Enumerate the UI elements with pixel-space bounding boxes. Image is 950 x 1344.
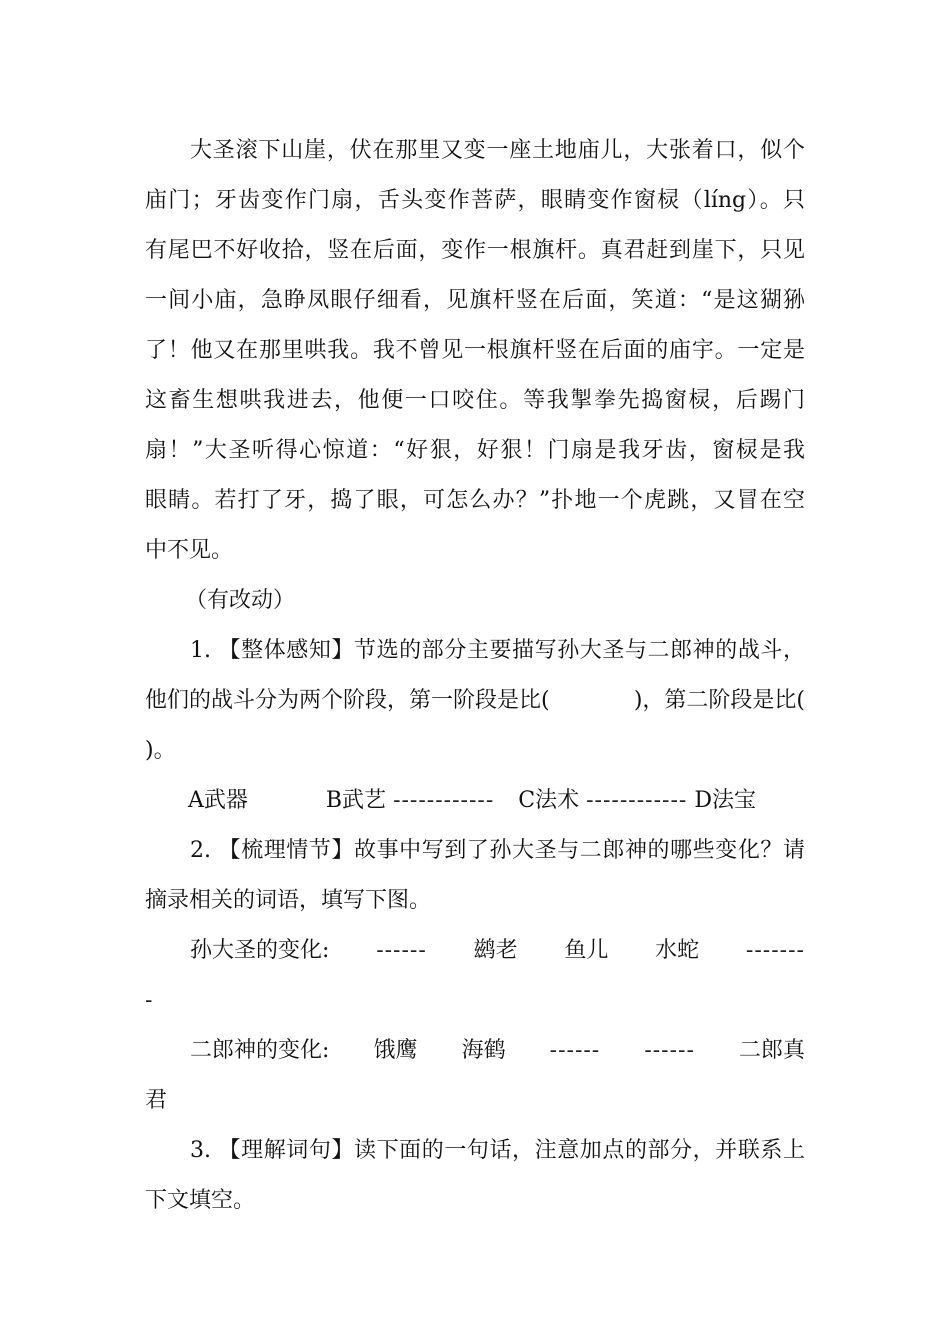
passage-line-5: 了！他又在那里哄我。我不曾见一根旗杆竖在后面的庙宇。一定是	[145, 338, 805, 363]
passage-line-9: 中不见。	[145, 538, 234, 563]
erlang-item-2: 海鹤	[461, 1038, 506, 1063]
passage-line-6: 这畜生想哄我进去，他便一口咬住。等我掣拳先捣窗棂，后踢门	[145, 388, 805, 413]
sun-blank-tail: -	[145, 988, 154, 1013]
erlang-item-1: 饿鹰	[373, 1038, 418, 1063]
passage-line-2: 庙门；牙齿变作门扇，舌头变作菩萨，眼睛变作窗棂（líng）。只	[145, 188, 805, 213]
passage-line-7: 扇！”大圣听得心惊道：“好狠，好狠！门扇是我牙齿，窗棂是我	[145, 438, 805, 463]
sun-label: 孙大圣的变化:	[190, 938, 330, 963]
passage-line-1: 大圣滚下山崖，伏在那里又变一座土地庙儿，大张着口，似个	[190, 138, 805, 163]
option-dash-2: ------------	[586, 788, 688, 813]
option-d: D法宝	[694, 788, 756, 813]
q1-options	[188, 786, 788, 816]
q1-line-3: )。	[145, 738, 176, 763]
option-b: B武艺	[325, 788, 387, 813]
q2-line-1: 2. 【梳理情节】故事中写到了孙大圣与二郎神的哪些变化？请	[190, 838, 805, 863]
q1-line-2	[145, 686, 805, 716]
passage-line-8: 眼睛。若打了牙，捣了眼，可怎么办？”扑地一个虎跳，又冒在空	[145, 488, 805, 513]
sun-blank-1: ------	[376, 938, 427, 963]
passage-line-4: 一间小庙，急睁凤眼仔细看，见旗杆竖在后面，笑道：“是这猢狲	[145, 288, 805, 313]
passage-note: （有改动）	[185, 588, 296, 613]
sun-item-3: 水蛇	[655, 938, 700, 963]
q3-line-1: 3. 【理解词句】读下面的一句话，注意加点的部分，并联系上	[190, 1138, 805, 1163]
erlang-label: 二郎神的变化:	[190, 1038, 330, 1063]
erlang-item-last: 二郎真	[738, 1038, 805, 1063]
q1-stem-b: )，第二阶段是比(	[633, 688, 805, 713]
option-dash-1: ------------	[393, 788, 495, 813]
q1-line-1: 1. 【整体感知】节选的部分主要描写孙大圣与二郎神的战斗，	[190, 638, 805, 663]
q2-erlang-row	[190, 1036, 805, 1066]
sun-blank-2: -------	[745, 938, 805, 963]
q2-sun-row	[190, 936, 805, 966]
erlang-blank-1: ------	[549, 1038, 601, 1063]
passage-line-3: 有尾巴不好收拾，竖在后面，变作一根旗杆。真君赶到崖下，只见	[145, 238, 805, 263]
erlang-item-last-cont: 君	[145, 1088, 168, 1113]
q2-line-2: 摘录相关的词语，填写下图。	[145, 888, 432, 913]
q3-line-2: 下文填空。	[145, 1188, 256, 1213]
option-c: C法术	[518, 788, 580, 813]
erlang-blank-2: ------	[644, 1038, 695, 1063]
sun-item-2: 鱼儿	[564, 938, 609, 963]
q1-stem-a: 他们的战斗分为两个阶段，第一阶段是比(	[145, 688, 550, 713]
option-a: A武器	[188, 788, 248, 813]
sun-item-1: 鹚老	[473, 938, 518, 963]
